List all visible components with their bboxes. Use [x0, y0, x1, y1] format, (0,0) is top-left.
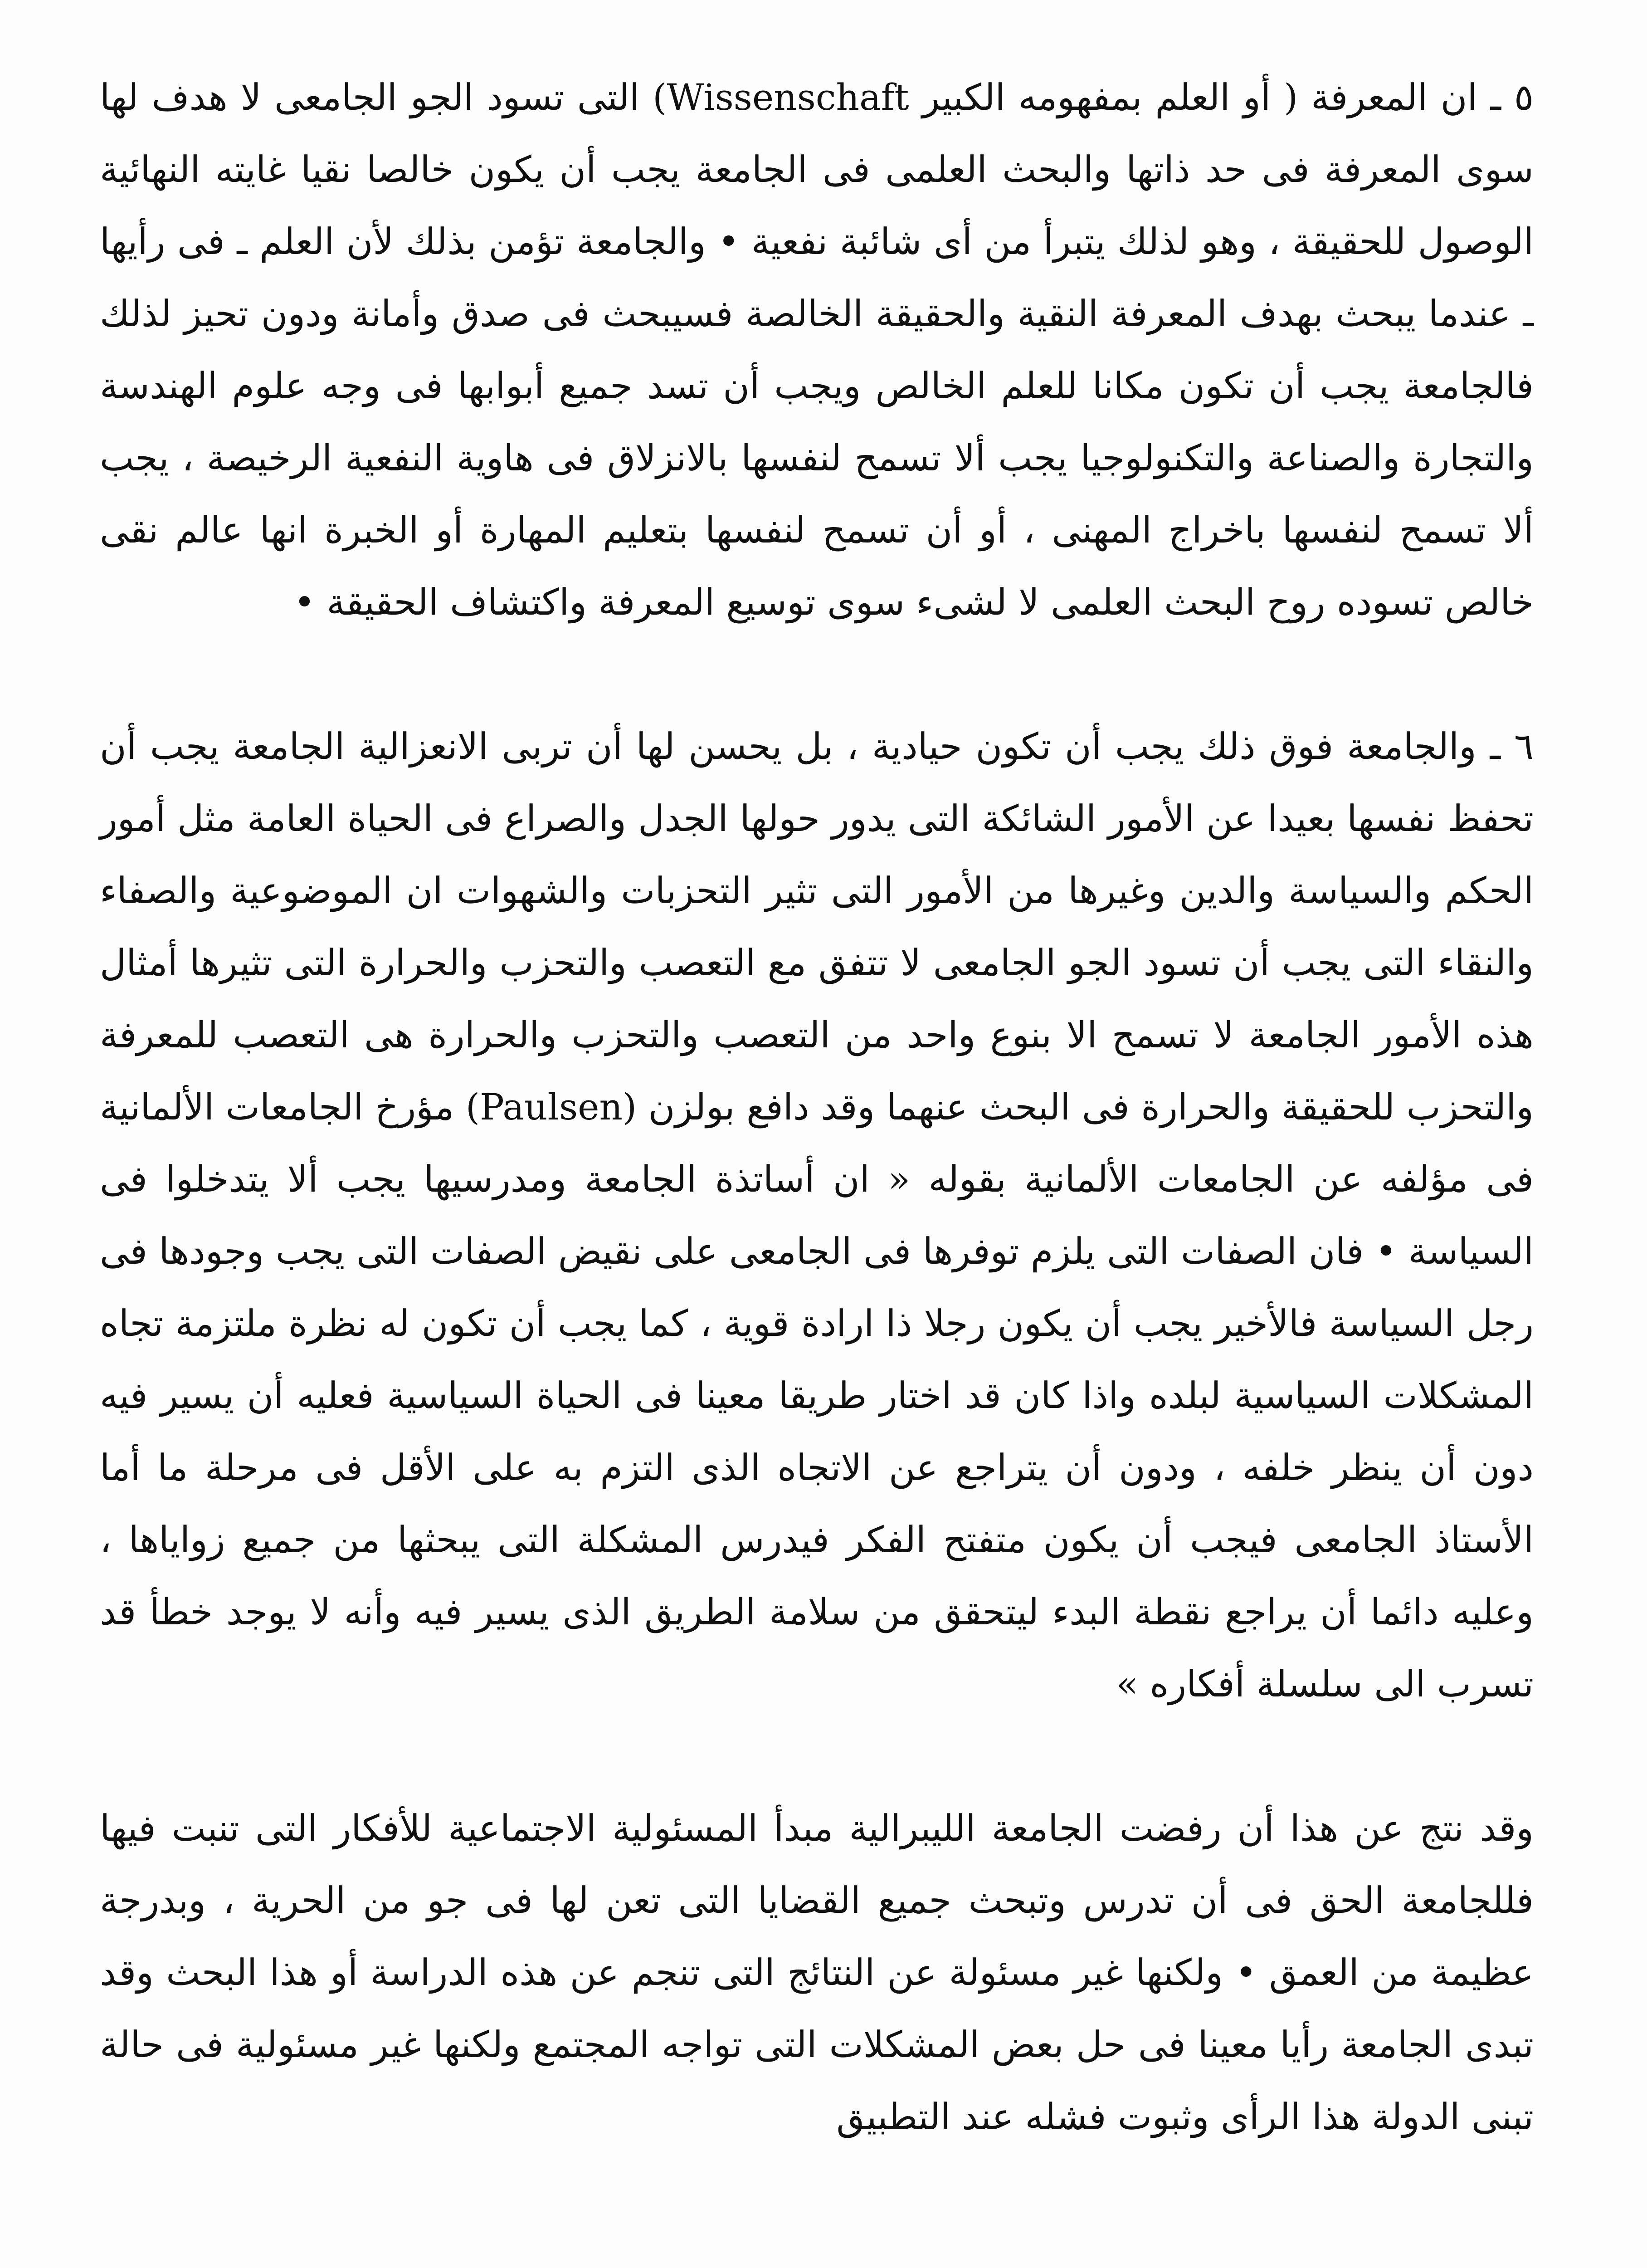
paragraph-point-6: ٦ ـ والجامعة فوق ذلك يجب أن تكون حيادية ، بل يحسن لها أن تربى الانعزالية الجامعة يجب أن تحفظ نفسها بعيدا عن الأمور الشائكة التى يدور حولها الجدل والصراع فى الحياة العامة مثل أمور الحكم والسياسة والدين وغيرها من الأمور التى تثير التحزبات والشهوات ان الموضوعية والصفاء والنقاء التى يجب أن تسود الجو الجامعى لا تتفق مع التعصب والتحزب والحرارة التى تثيرها أمثال هذه الأمور الجامعة لا تسمح الا بنوع واحد من التعصب والتحزب والحرارة هى التعصب للمعرفة والتحزب للحقيقة والحرارة فى البحث عنهما وقد دافع بولزن (Paulsen) مؤرخ الجامعات الألمانية فى مؤلفه عن الجامعات الألمانية بقوله « ان أساتذة الجامعة ومدرسيها يجب ألا يتدخلوا فى السياسة • فان الصفات التى يلزم توفرها فى الجامعى على نقيض الصفات التى يجب وجودها فى رجل السياسة فالأخير يجب أن يكون رجلا ذا ارادة قوية ، كما يجب أن تكون له نظرة ملتزمة تجاه المشكلات السياسية لبلده واذا كان قد اختار طريقا معينا فى الحياة السياسية فعليه أن يسير فيه دون أن ينظر خلفه ، ودون أن يتراجع عن الاتجاه الذى التزم به على الأقل فى مرحلة ما أما الأستاذ الجامعى فيجب أن يكون متفتح الفكر فيدرس المشكلة التى يبحثها من جميع زواياها ، وعليه دائما أن يراجع نقطة البدء ليتحقق من سلامة الطريق الذى يسير فيه وأنه لا يوجد خطأ قد تسرب الى سلسلة أفكاره »	[100, 725, 1534, 1705]
paragraph-point-5: ٥ ـ ان المعرفة ( أو العلم بمفهومه الكبير Wissenschaft) التى تسود الجو الجامعى لا هدف لها سوى المعرفة فى حد ذاتها والبحث العلمى فى الجامعة يجب أن يكون خالصا نقيا غايته النهائية الوصول للحقيقة ، وهو لذلك يتبرأ من أى شائبة نفعية • والجامعة تؤمن بذلك لأن العلم ـ فى رأيها ـ عندما يبحث بهدف المعرفة النقية والحقيقة الخالصة فسيبحث فى صدق وأمانة ودون تحيز لذلك فالجامعة يجب أن تكون مكانا للعلم الخالص ويجب أن تسد جميع أبوابها فى وجه علوم الهندسة والتجارة والصناعة والتكنولوجيا يجب ألا تسمح لنفسها بالانزلاق فى هاوية النفعية الرخيصة ، يجب ألا تسمح لنفسها باخراج المهنى ، أو أن تسمح لنفسها بتعليم المهارة أو الخبرة انها عالم نقى خالص تسوده روح البحث العلمى لا لشىء سوى توسيع المعرفة واكتشاف الحقيقة •	[100, 76, 1534, 623]
body-text	[100, 61, 1534, 2153]
paragraph-conclusion: وقد نتج عن هذا أن رفضت الجامعة الليبرالية مبدأ المسئولية الاجتماعية للأفكار التى تنبت فيها فللجامعة الحق فى أن تدرس وتبحث جميع القضايا التى تعن لها فى جو من الحرية ، وبدرجة عظيمة من العمق • ولكنها غير مسئولة عن النتائج التى تنجم عن هذه الدراسة أو هذا البحث وقد تبدى الجامعة رأيا معينا فى حل بعض المشكلات التى تواجه المجتمع ولكنها غير مسئولية فى حالة تبنى الدولة هذا الرأى وثبوت فشله عند التطبيق	[100, 1807, 1534, 2138]
